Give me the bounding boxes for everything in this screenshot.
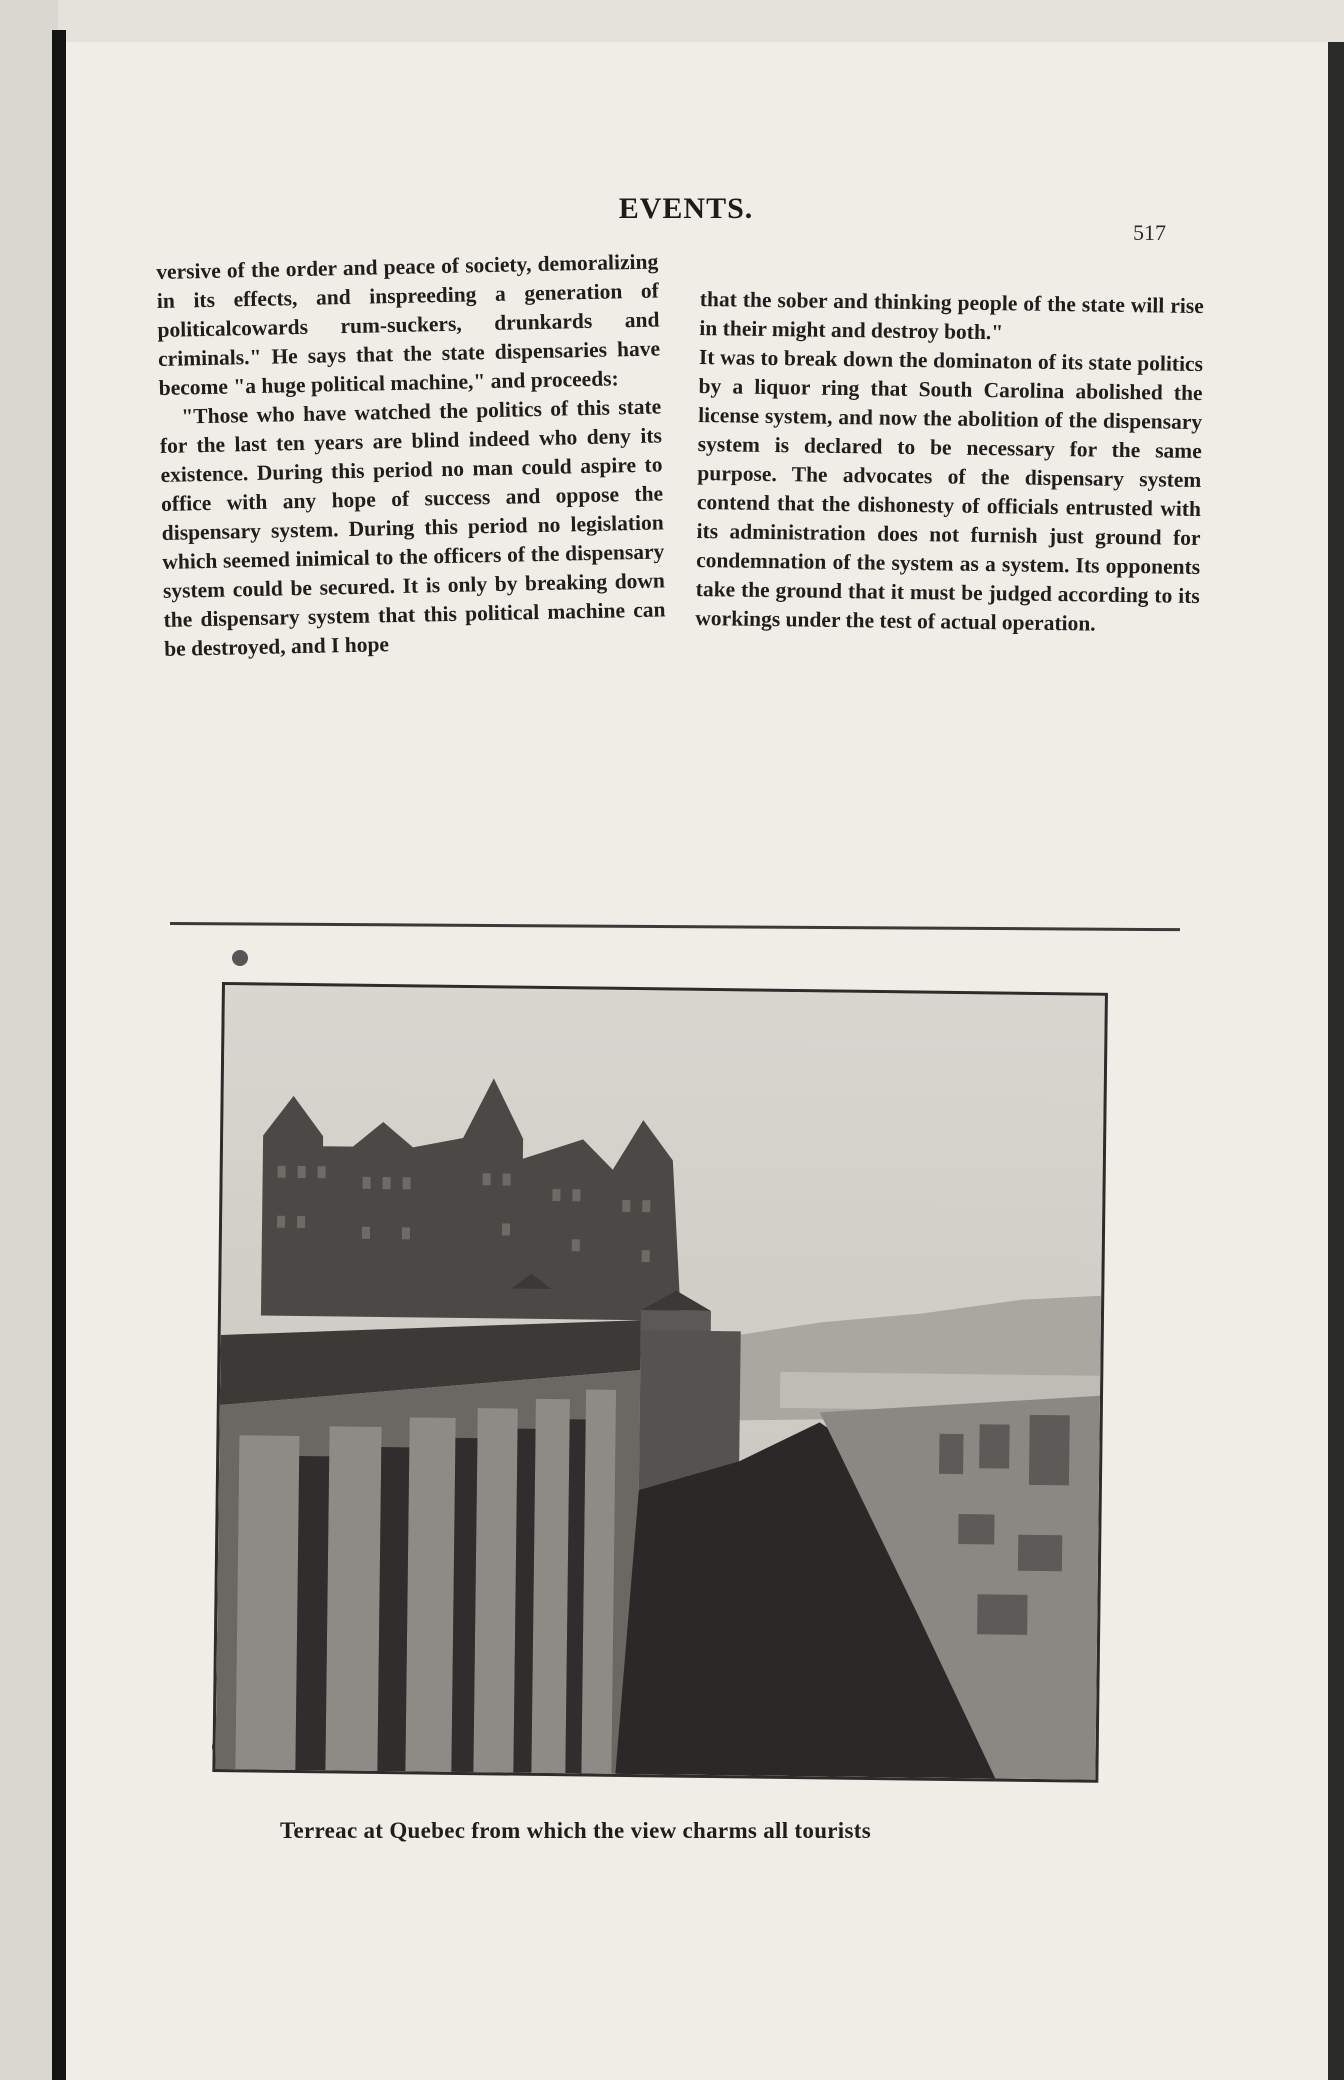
- photograph-terrace-quebec-icon: [215, 985, 1105, 1780]
- right-paragraph-1: that the sober and thinking people of the state will rise in their might and destroy both.": [699, 286, 1204, 345]
- right-text-column: [695, 285, 1204, 640]
- page-number: 517: [1133, 220, 1166, 245]
- terrace-photograph: [212, 982, 1108, 1783]
- left-paragraph-2: "Those who have watched the politics of this state for the last ten years are blind indeed who deny its existence. During this period no man could aspire to office with any hope of success and oppose the dispensary system. During this period no legislation which seemed inimical to the officers of the dispensary system could be secured. It is only by breaking down the dispensary system that this political machine can be destroyed, and I hope: [159, 394, 666, 661]
- left-text-column: [156, 247, 666, 663]
- scan-top-margin: [0, 0, 1344, 42]
- right-paragraph-2: It was to break down the dominaton of its state politics by a liquor ring that South Carolina abolished the license system, and now the abolition of the dispensary system is declared to be necessary for the same purpose. The advocates of the dispensary system contend that the dishonesty of officials entrusted with its administration does not furnish just ground for condemnation of the system as a system. Its opponents take the ground that it must be judged according to its workings under the test of actual operation.: [695, 344, 1204, 636]
- running-header-title: EVENTS.: [618, 192, 754, 225]
- scan-speck: [232, 950, 248, 966]
- scan-left-margin: [0, 0, 58, 2080]
- left-paragraph-1: versive of the order and peace of society, demoralizing in its effects, and inspreeding a generation of politicalcowards rum-suckers, drunkards and criminals." He says that the state dispensaries have become "a huge political machine," and proceeds:: [156, 249, 661, 400]
- scan-binding-edge: [52, 30, 66, 2080]
- photo-caption: Terreac at Quebec from which the view charms all tourists: [280, 1818, 871, 1843]
